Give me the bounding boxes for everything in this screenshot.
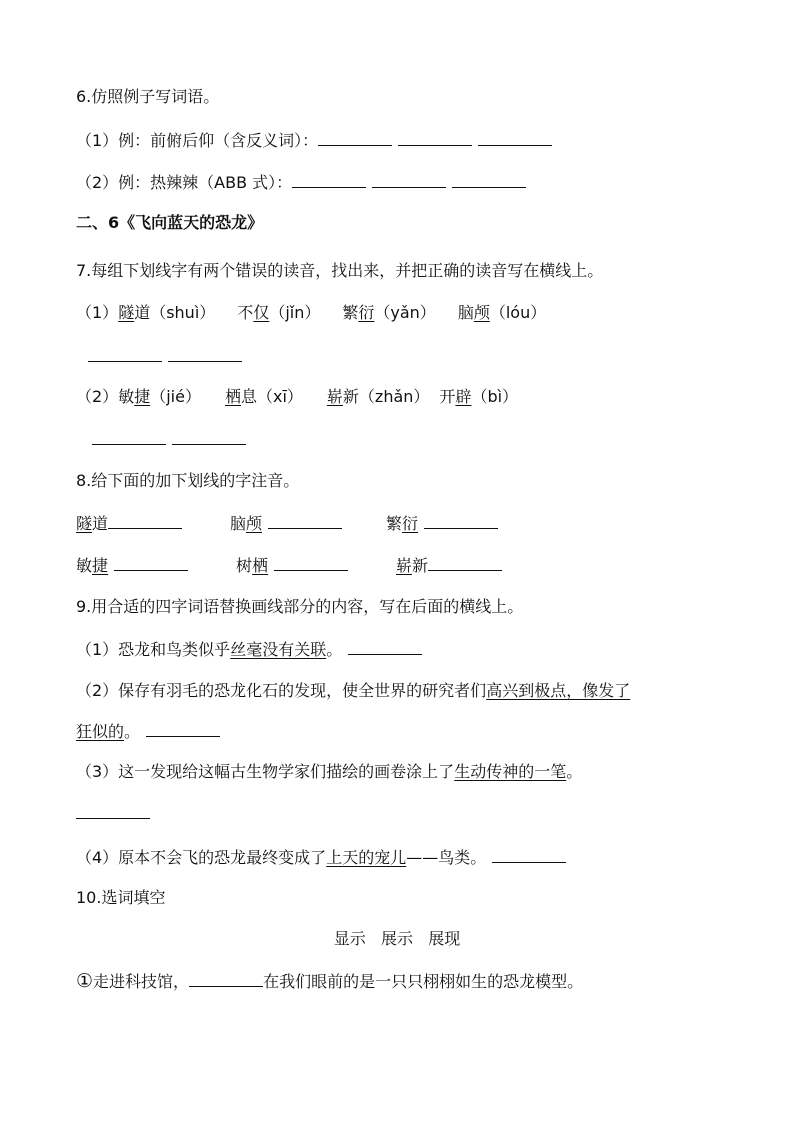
sentence-text: （2）保存有羽毛的恐龙化石的发现，使全世界的研究者们	[76, 681, 487, 700]
q9-item-3	[76, 761, 582, 783]
answer-blank[interactable]	[274, 554, 348, 571]
word-text: 不	[237, 303, 254, 322]
word-text: （yǎn）	[374, 303, 436, 322]
answer-blank[interactable]	[318, 129, 392, 146]
answer-blank[interactable]	[108, 512, 182, 529]
q6-item-1-label: （1）例：前俯后仰（含反义词）：	[76, 131, 319, 150]
underlined-char: 隧	[118, 303, 135, 322]
underlined-phrase: 高兴到极点，像发了	[486, 681, 631, 700]
q7-row-2-answers	[92, 428, 246, 450]
underlined-phrase: 生动传神的一笔	[454, 762, 567, 781]
answer-blank[interactable]	[146, 720, 220, 737]
underlined-char: 崭	[326, 387, 343, 406]
sentence-text: 。	[326, 640, 343, 659]
word-text: （lóu）	[489, 303, 547, 322]
q9-title: 9.用合适的四字词语替换画线部分的内容，写在后面的横线上。	[76, 597, 524, 616]
answer-blank[interactable]	[398, 129, 472, 146]
word-text: 道	[92, 514, 109, 533]
answer-blank[interactable]	[348, 638, 422, 655]
q6-item-2-label: （2）例：热辣辣（ABB 式）：	[76, 173, 293, 192]
item-number: ①	[76, 970, 94, 992]
sentence-text: （4）原本不会飞的恐龙最终变成了	[76, 848, 327, 867]
q6-item-1	[76, 129, 552, 151]
sentence-text: 在我们眼前的是一只只栩栩如生的恐龙模型。	[263, 972, 584, 991]
q8-item	[76, 512, 182, 534]
answer-blank[interactable]	[452, 171, 526, 188]
q8-title: 8.给下面的加下划线的字注音。	[76, 471, 300, 490]
q8-item	[236, 554, 348, 576]
word-options: 显示 展示 展现	[333, 929, 461, 948]
word-text: 繁	[342, 303, 359, 322]
sentence-text: （1）恐龙和鸟类似乎	[76, 640, 231, 659]
answer-blank[interactable]	[88, 345, 162, 362]
section-heading: 二、6《飞向蓝天的恐龙》	[76, 213, 264, 232]
answer-blank[interactable]	[114, 554, 188, 571]
answer-blank[interactable]	[372, 171, 446, 188]
word-text: 敏	[118, 387, 135, 406]
word-text: 树	[236, 556, 253, 575]
underlined-char: 捷	[134, 387, 151, 406]
underlined-char: 栖	[252, 556, 269, 575]
sentence-text: 走进科技馆，	[93, 972, 190, 991]
q7-row-1	[76, 302, 546, 324]
underlined-char: 隧	[76, 514, 93, 533]
q8-item	[76, 554, 188, 576]
q8-item	[396, 554, 502, 576]
underlined-char: 仅	[253, 303, 270, 322]
item-number: （1）	[76, 303, 119, 322]
q9-item-3-answer	[76, 802, 150, 824]
answer-blank[interactable]	[478, 129, 552, 146]
word-text: 息（xī）	[240, 387, 303, 406]
underlined-phrase: 上天的宠儿	[326, 848, 407, 867]
underlined-char: 崭	[396, 556, 413, 575]
answer-blank[interactable]	[292, 171, 366, 188]
underlined-phrase: 狂似的	[76, 722, 125, 741]
word-text: 新（zhǎn）	[342, 387, 430, 406]
word-text: 繁	[386, 514, 403, 533]
q7-title: 7.每组下划线字有两个错误的读音，找出来，并把正确的读音写在横线上。	[76, 261, 604, 280]
answer-blank[interactable]	[76, 802, 150, 819]
word-text: 脑	[457, 303, 474, 322]
answer-blank[interactable]	[92, 428, 166, 445]
underlined-char: 捷	[92, 556, 109, 575]
sentence-text: ——鸟类。	[406, 848, 487, 867]
q6-title: 6.仿照例子写词语。	[76, 87, 220, 106]
underlined-phrase: 丝毫没有关联	[230, 640, 327, 659]
q7-row-1-answers	[88, 345, 242, 367]
answer-blank[interactable]	[168, 345, 242, 362]
word-text: 新	[412, 556, 429, 575]
word-text: （jǐn）	[269, 303, 321, 322]
q7-row-2	[76, 386, 518, 408]
q8-item	[386, 512, 498, 534]
word-text: （jié）	[150, 387, 201, 406]
q9-item-4	[76, 846, 566, 868]
q9-item-1	[76, 638, 422, 660]
sentence-text: 。	[566, 762, 583, 781]
sentence-text: （3）这一发现给这幅古生物学家们描绘的画卷涂上了	[76, 762, 455, 781]
underlined-char: 衍	[402, 514, 419, 533]
sentence-text: 。	[124, 722, 141, 741]
word-text: 脑	[230, 514, 247, 533]
word-text: 道（shuì）	[134, 303, 216, 322]
answer-blank[interactable]	[189, 970, 263, 987]
word-text: （bì）	[471, 387, 519, 406]
underlined-char: 颅	[246, 514, 263, 533]
q10-item-1	[76, 970, 583, 992]
word-text: 敏	[76, 556, 93, 575]
q9-item-2	[76, 680, 630, 702]
answer-blank[interactable]	[172, 428, 246, 445]
item-number: （2）	[76, 387, 119, 406]
underlined-char: 衍	[358, 303, 375, 322]
q9-item-2-cont	[76, 720, 220, 742]
q10-title: 10.选词填空	[76, 888, 166, 907]
q8-item	[230, 512, 342, 534]
underlined-char: 颅	[473, 303, 490, 322]
word-text: 开	[439, 387, 456, 406]
answer-blank[interactable]	[492, 846, 566, 863]
underlined-char: 栖	[224, 387, 241, 406]
answer-blank[interactable]	[428, 554, 502, 571]
underlined-char: 辟	[455, 387, 472, 406]
q6-item-2	[76, 171, 526, 193]
answer-blank[interactable]	[424, 512, 498, 529]
answer-blank[interactable]	[268, 512, 342, 529]
